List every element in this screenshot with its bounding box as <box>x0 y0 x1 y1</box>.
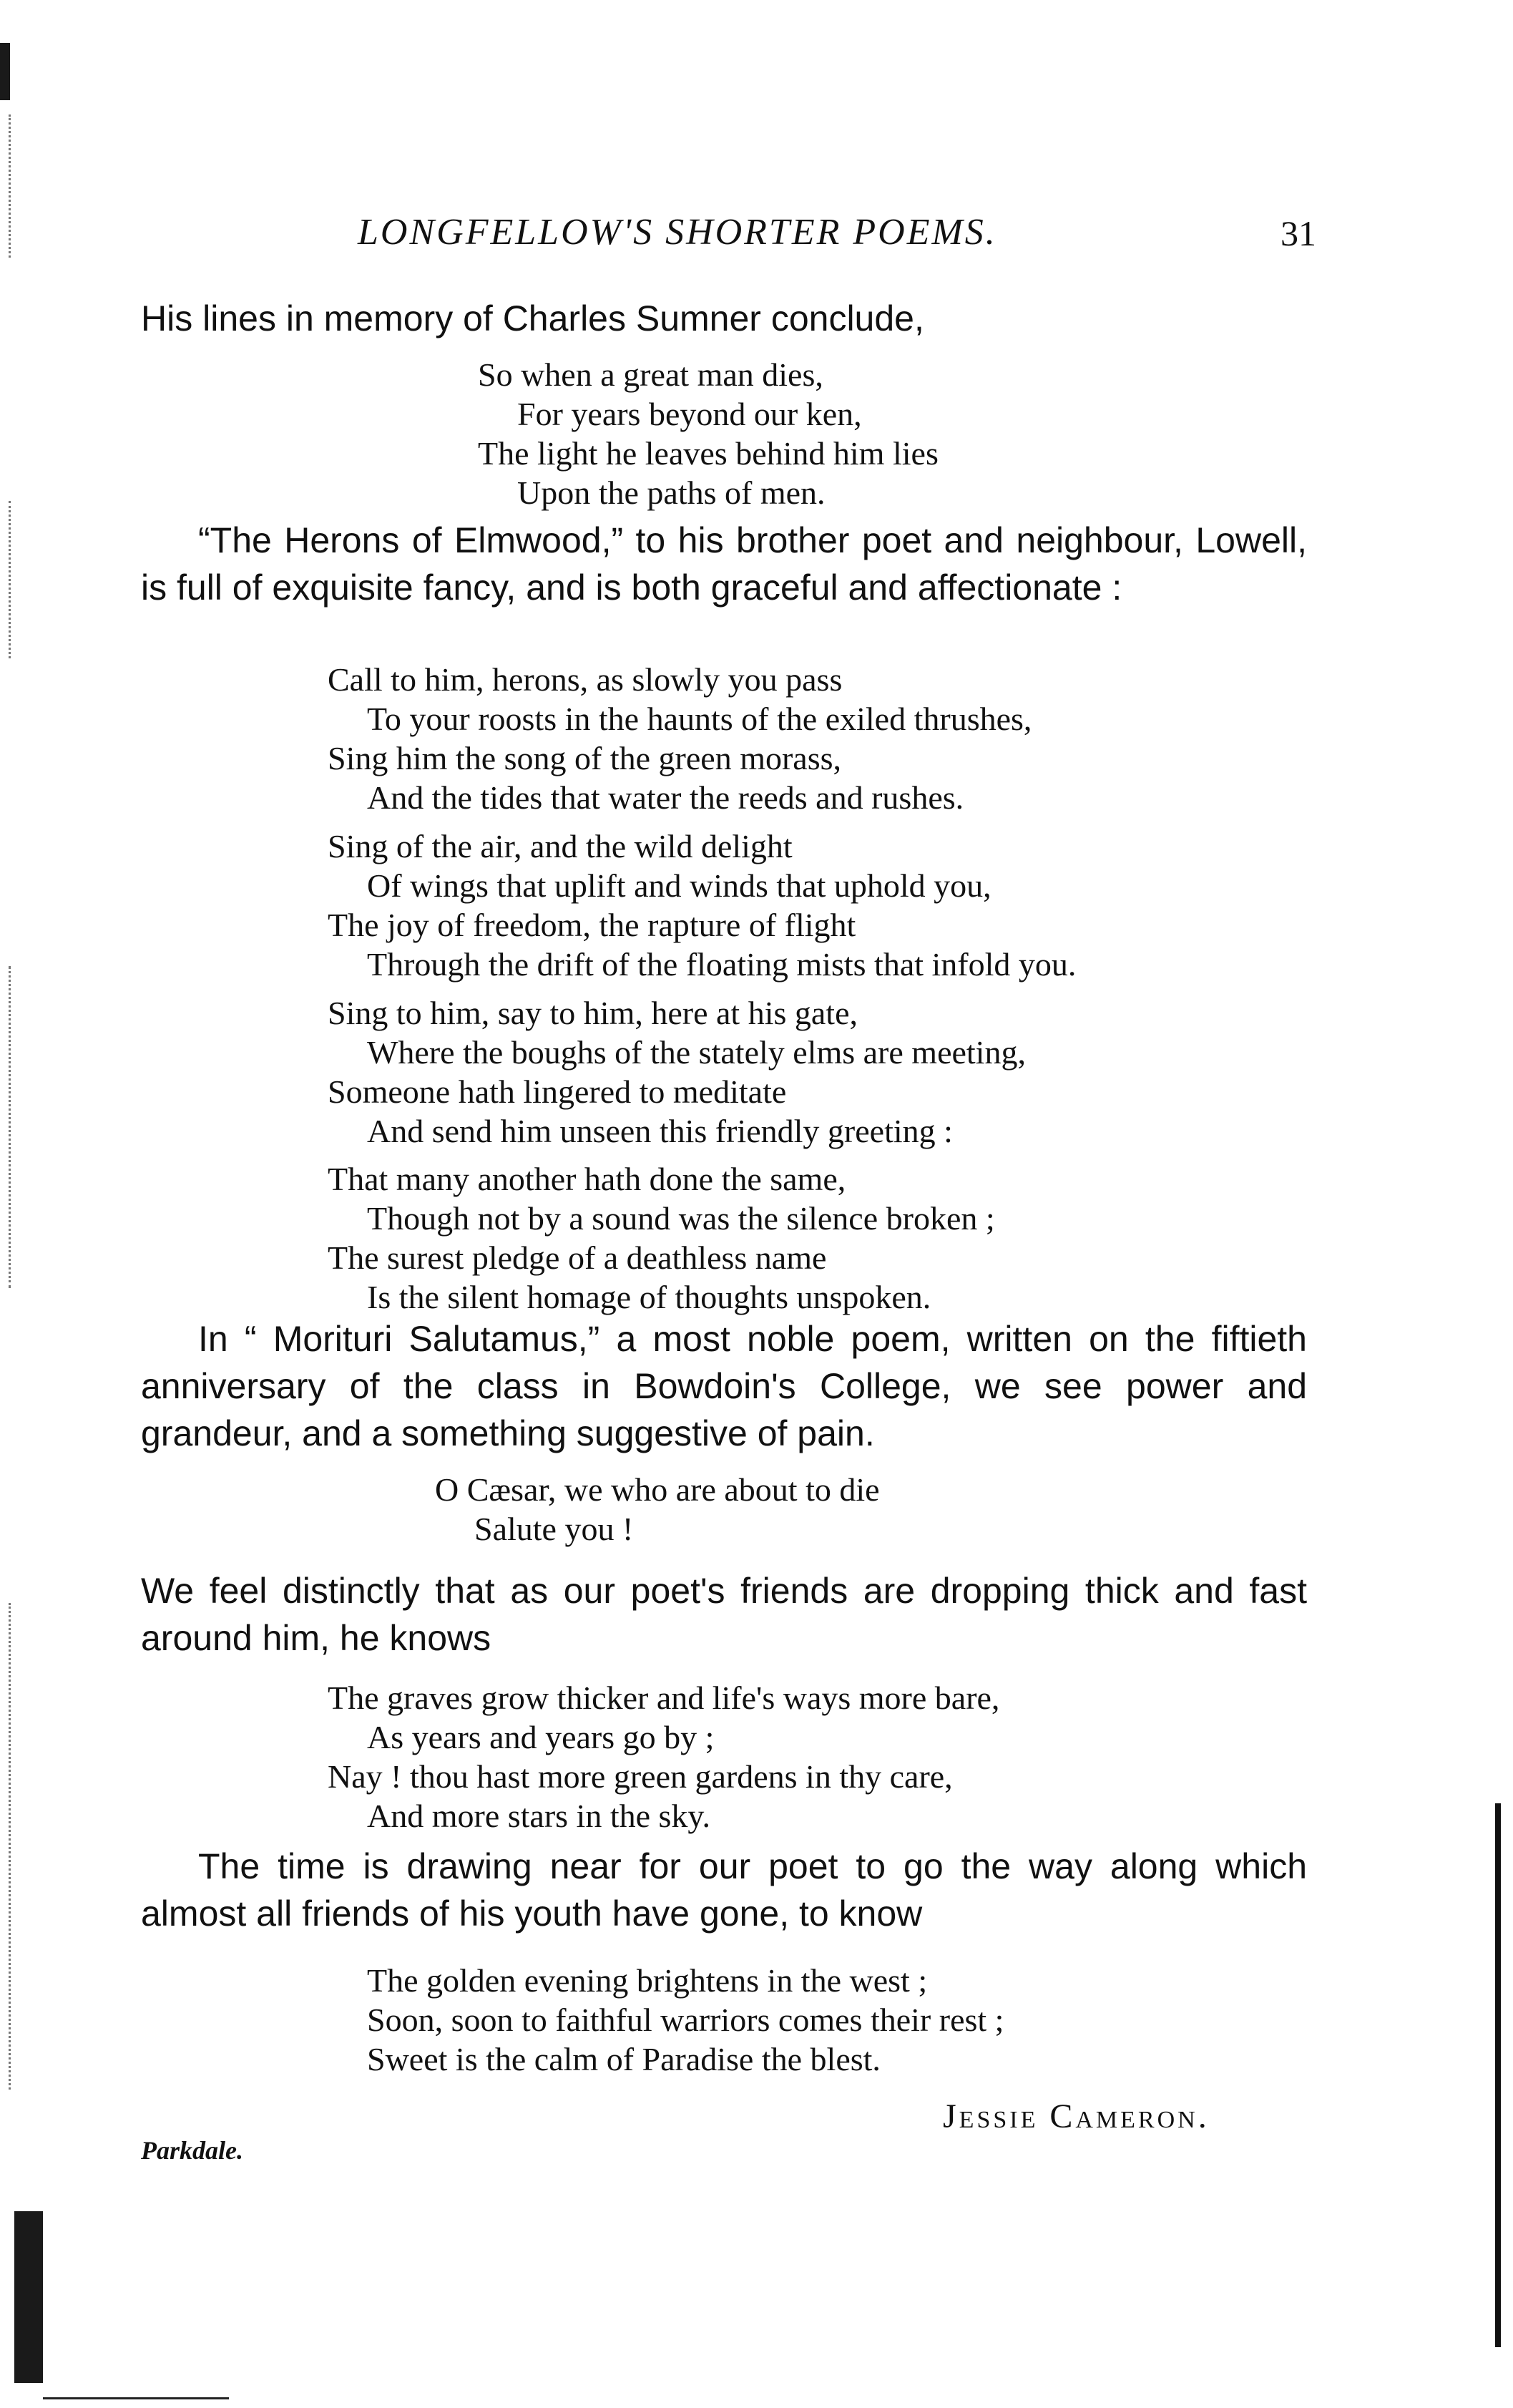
verse-line: And the tides that water the reeds and rushes. <box>367 779 964 816</box>
right-margin-rule <box>1495 1803 1501 2347</box>
paragraph-3: In “ Morituri Salutamus,” a most noble poem, written on the fiftieth anniversary of the class in Bowdoin's College, we see power and grandeur, and a something suggestive of pain. <box>141 1319 1307 1453</box>
running-title: LONGFELLOW'S SHORTER POEMS. <box>358 212 997 253</box>
verse-line: Upon the paths of men. <box>517 474 826 511</box>
verse-line: Soon, soon to faithful warriors comes their rest ; <box>367 2002 1004 2038</box>
scan-dots-4 <box>9 1603 54 2090</box>
verse-herons-stanza-3 <box>328 993 1026 1151</box>
verse-golden-evening <box>367 1961 1004 2079</box>
verse-line: Through the drift of the floating mists that infold you. <box>367 946 1077 983</box>
verse-line: And more stars in the sky. <box>367 1798 710 1834</box>
paragraph-2: “The Herons of Elmwood,” to his brother poet and neighbour, Lowell, is full of exquisite fancy, and is both graceful and affectionate : <box>141 520 1307 608</box>
page-header <box>143 211 1316 261</box>
verse-line: Of wings that uplift and winds that uphold you, <box>367 867 991 904</box>
verse-line: Nay ! thou hast more green gardens in thy care, <box>328 1758 953 1795</box>
paragraph-5: The time is drawing near for our poet to go the way along which almost all friends of his youth have gone, to know <box>141 1846 1307 1934</box>
verse-line: Someone hath lingered to meditate <box>328 1073 787 1110</box>
verse-herons-stanza-4 <box>328 1159 995 1317</box>
verse-line: Is the silent homage of thoughts unspoken. <box>367 1279 931 1315</box>
verse-line: For years beyond our ken, <box>517 396 862 432</box>
verse-line: Where the boughs of the stately elms are meeting, <box>367 1034 1026 1071</box>
verse-line: So when a great man dies, <box>478 356 823 393</box>
verse-line: That many another hath done the same, <box>328 1161 846 1197</box>
verse-line: The surest pledge of a deathless name <box>328 1239 827 1276</box>
paragraph-4: We feel distinctly that as our poet's friends are dropping thick and fast around him, he knows <box>141 1571 1307 1658</box>
author-signature: Jessie Cameron. <box>943 2097 1210 2135</box>
verse-line: To your roosts in the haunts of the exiled thrushes, <box>367 701 1032 737</box>
place-name: Parkdale. <box>141 2136 243 2165</box>
verse-line: The graves grow thicker and life's ways more bare, <box>328 1680 1000 1716</box>
verse-line: O Cæsar, we who are about to die <box>435 1471 880 1508</box>
scan-dots-1 <box>9 114 54 258</box>
scan-edge-top <box>0 43 10 100</box>
verse-herons-stanza-1 <box>328 660 1032 817</box>
verse-line: As years and years go by ; <box>367 1719 715 1755</box>
verse-line: And send him unseen this friendly greeting : <box>367 1113 953 1149</box>
verse-line: Though not by a sound was the silence broken ; <box>367 1200 995 1237</box>
verse-line: Sing of the air, and the wild delight <box>328 828 793 864</box>
verse-line: Sing him the song of the green morass, <box>328 740 842 776</box>
verse-line: The light he leaves behind him lies <box>478 435 939 472</box>
bottom-rule <box>43 2397 229 2399</box>
verse-line: Sweet is the calm of Paradise the blest. <box>367 2041 881 2077</box>
verse-sumner <box>478 355 939 512</box>
verse-line: The golden evening brightens in the west ; <box>367 1962 928 1999</box>
scan-edge-bottom <box>14 2211 43 2383</box>
verse-graves <box>328 1678 999 1836</box>
verse-line: The joy of freedom, the rapture of flight <box>328 907 856 943</box>
verse-herons-stanza-2 <box>328 827 1076 984</box>
scan-dots-3 <box>9 966 54 1288</box>
page-number: 31 <box>1281 213 1316 253</box>
verse-morituri <box>435 1470 880 1549</box>
verse-line: Salute you ! <box>474 1511 634 1547</box>
paragraph-1: His lines in memory of Charles Sumner conclude, <box>141 298 924 338</box>
verse-line: Call to him, herons, as slowly you pass <box>328 661 843 698</box>
scan-dots-2 <box>9 501 54 658</box>
verse-line: Sing to him, say to him, here at his gate, <box>328 995 858 1031</box>
